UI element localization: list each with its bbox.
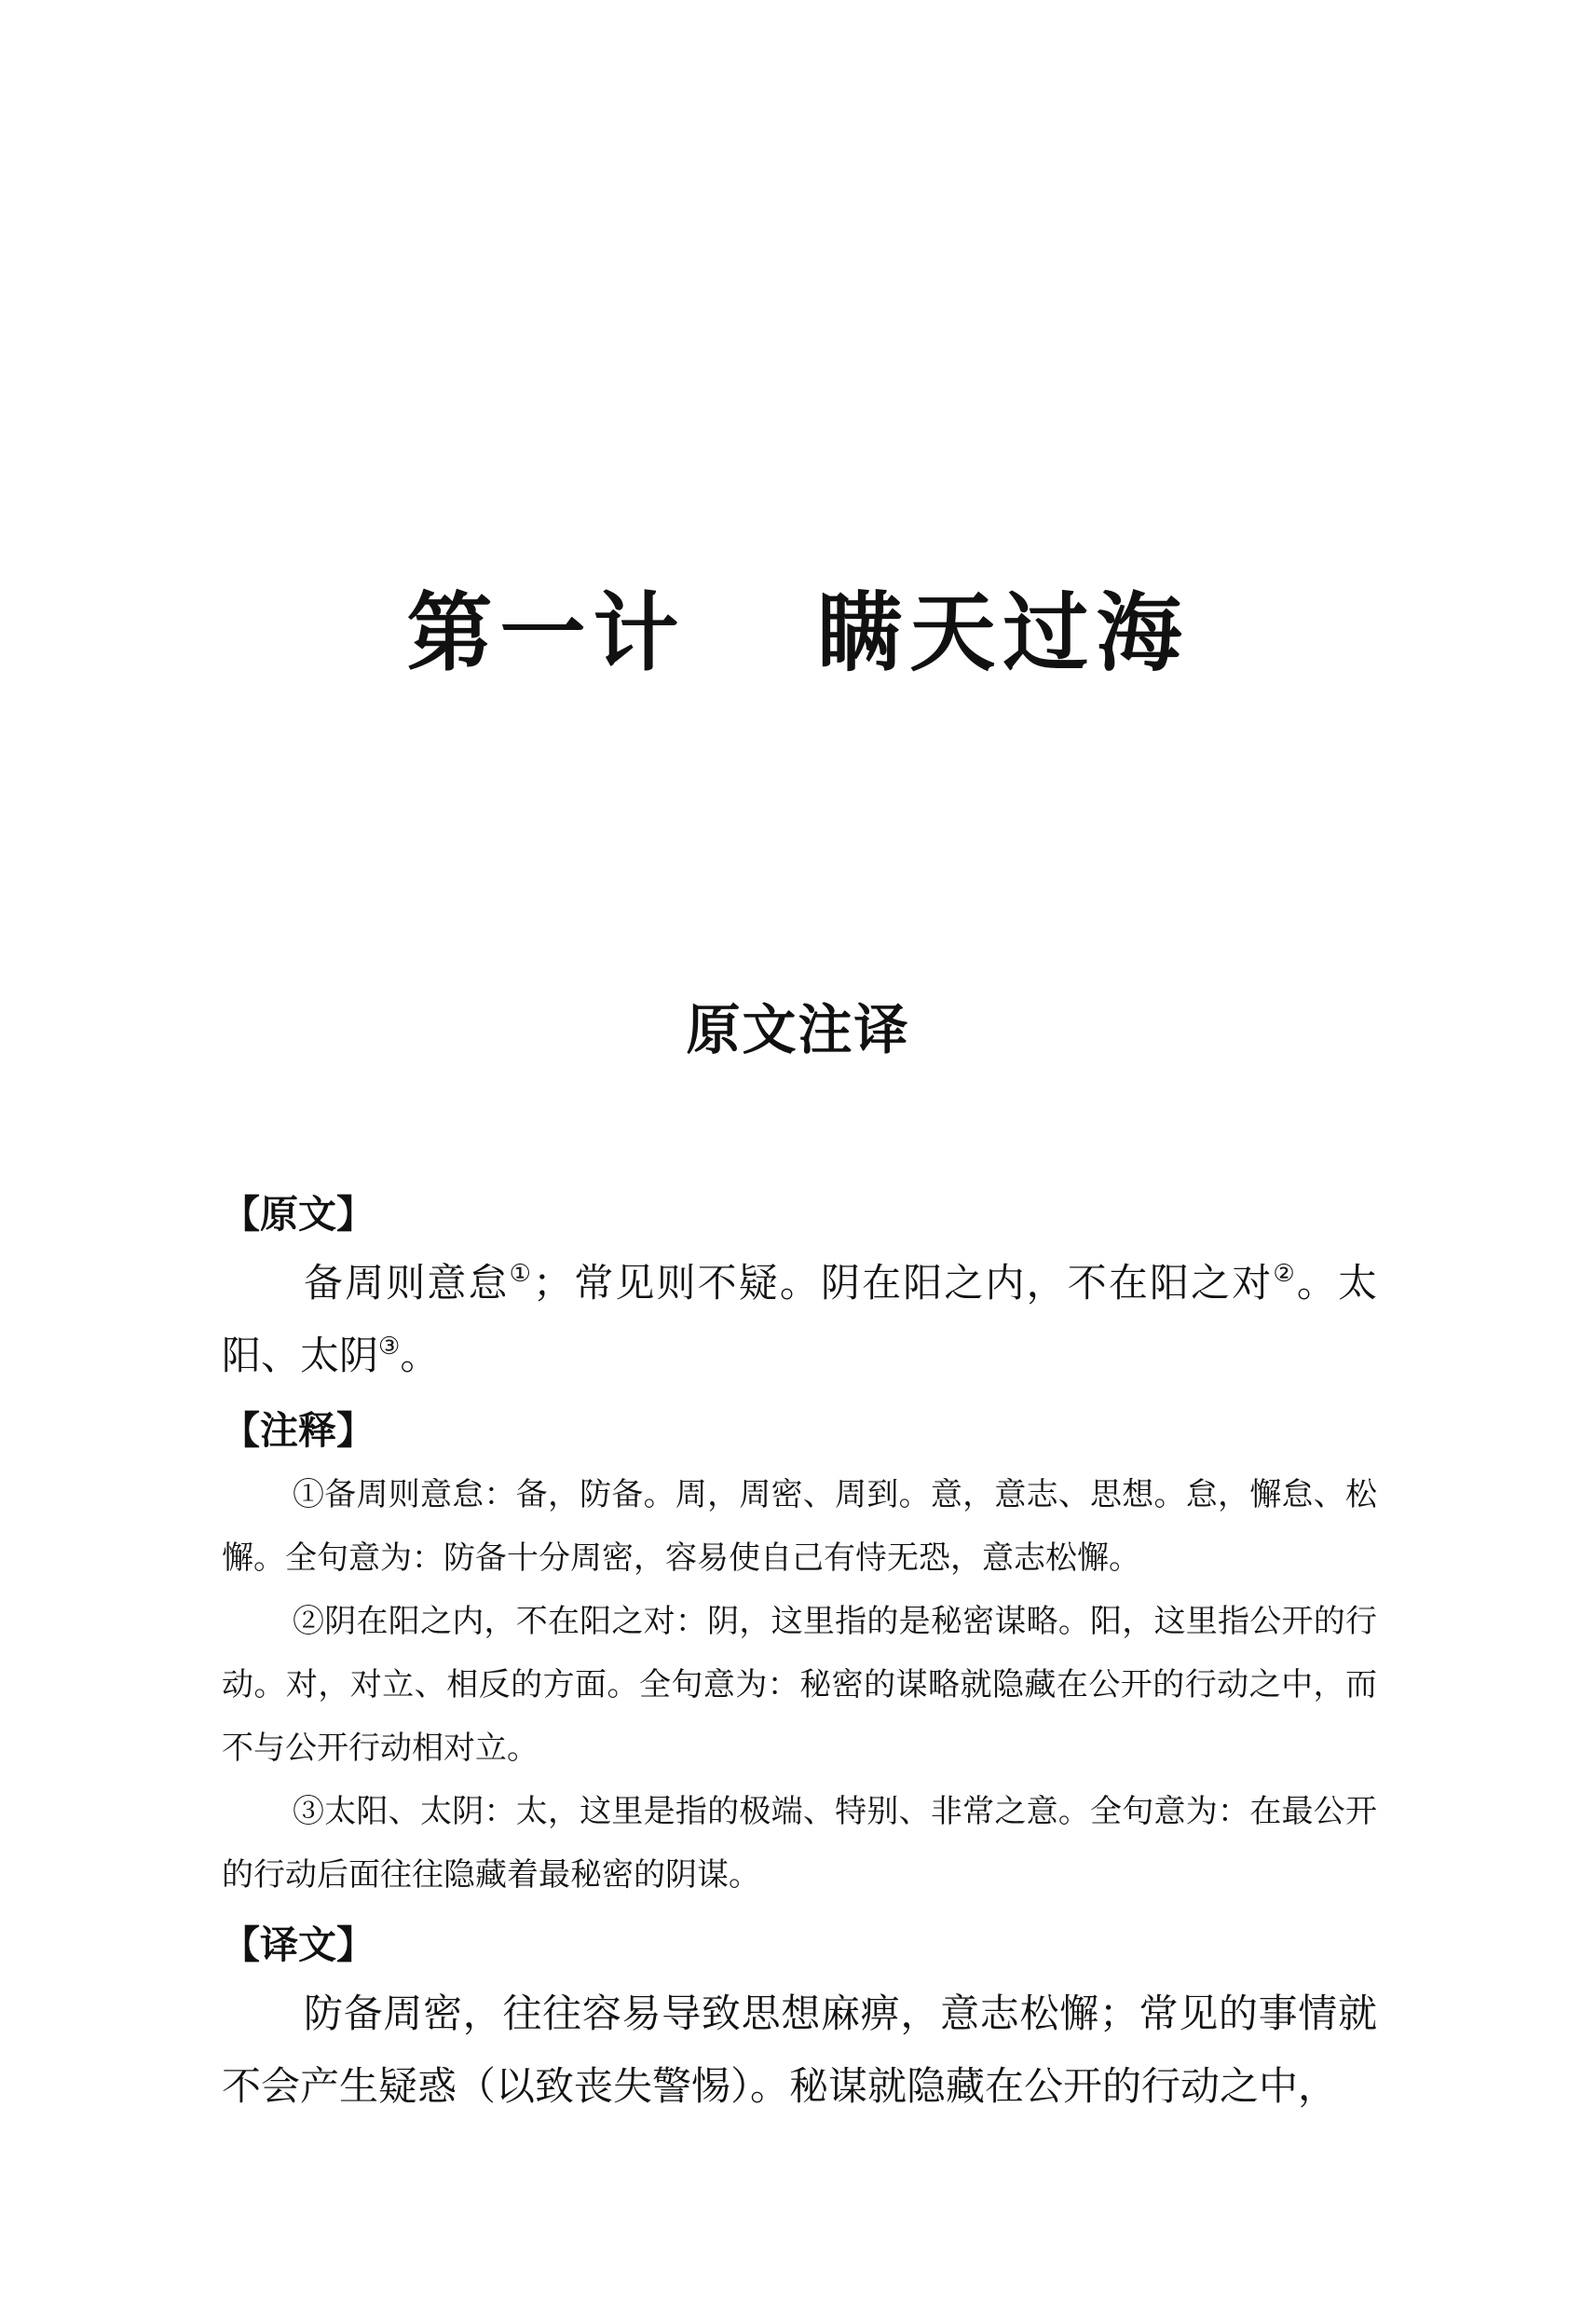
note-item: ②阴在阳之内，不在阳之对：阴，这里指的是秘密谋略。阳，这里指公开的行动。对，对立、相反的方面。全句意为：秘密的谋略就隐藏在公开的行动之中，而不与公开行动相对立。: [222, 1603, 1377, 1767]
original-text-part: ；常见则不疑。阴在阳之内，不在阳之对: [533, 1260, 1274, 1306]
original-text-part: 。太阳、太阴: [222, 1260, 1377, 1378]
note-item: ③太阳、太阴：太，这里是指的极端、特别、非常之意。全句意为：在最公开的行动后面往往隐藏着最秘密的阴谋。: [222, 1793, 1377, 1894]
note-item: ①备周则意怠：备，防备。周，周密、周到。意，意志、思想。怠，懈怠、松懈。全句意为：防备十分周密，容易使自己有恃无恐，意志松懈。: [222, 1476, 1377, 1577]
notes-heading: 【注释】: [222, 1408, 375, 1453]
main-content: [222, 1182, 1377, 2123]
footnote-marker: ③: [378, 1333, 401, 1361]
footnote-marker: ②: [1273, 1260, 1297, 1288]
chapter-title: 第一计 瞒天过海: [406, 583, 1190, 683]
footnote-marker: ①: [509, 1260, 534, 1288]
translation-text: 防备周密，往往容易导致思想麻痹，意志松懈；常见的事情就不会产生疑惑（以致丧失警惕）。秘谋就隐藏在公开的行动之中，: [222, 1991, 1377, 2109]
original-heading: 【原文】: [222, 1192, 375, 1237]
original-text-part: 。: [400, 1333, 440, 1378]
original-text: [222, 1247, 1377, 1392]
translation-heading: 【译文】: [222, 1922, 375, 1967]
section-title: 原文注译: [686, 998, 910, 1061]
original-text-part: 备周则意怠: [304, 1260, 510, 1306]
